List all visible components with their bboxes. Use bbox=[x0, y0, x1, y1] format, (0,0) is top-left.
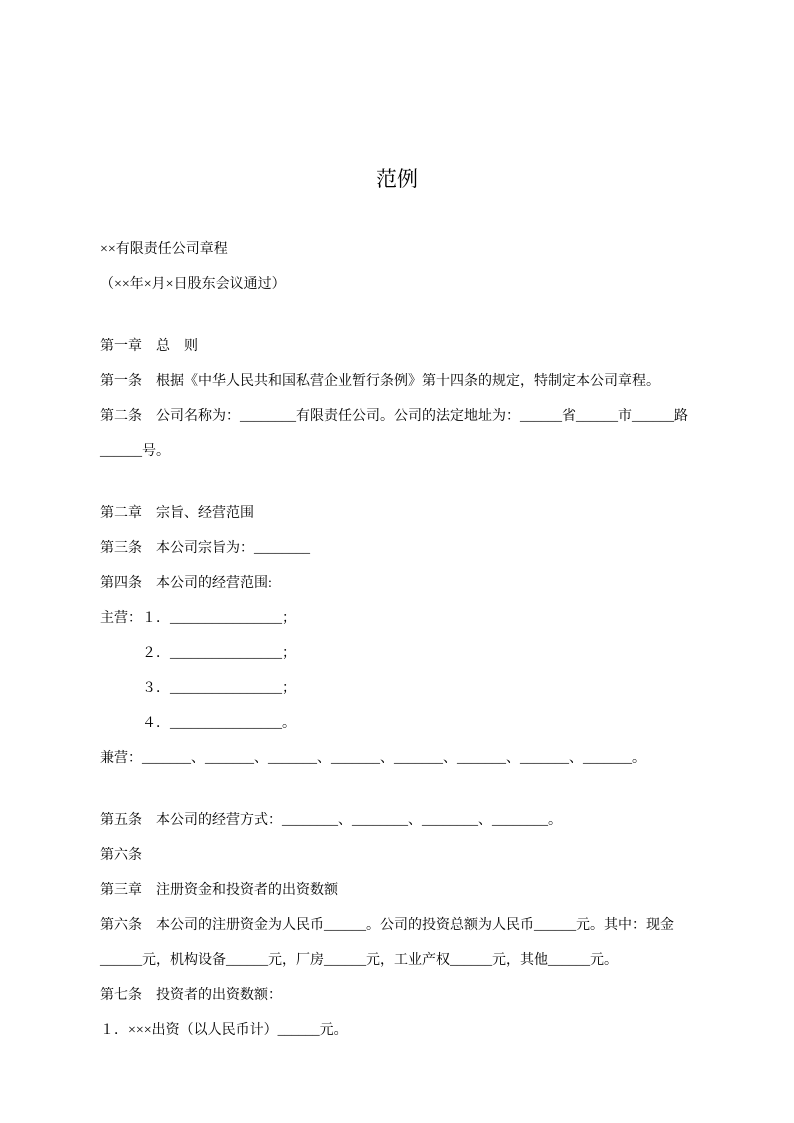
chapter-2-heading: 第二章 宗旨、经营范围 bbox=[100, 506, 254, 521]
article-4: 第四条 本公司的经营范围: bbox=[100, 576, 272, 591]
meeting-note-line: （××年×月×日股东会议通过） bbox=[100, 277, 286, 292]
side-business-line: 兼营：_______、_______、_______、_______、_______、_______、_______、_______。 bbox=[100, 751, 646, 766]
investor-contribution-item-1: １．×××出资（以人民币计）______元。 bbox=[100, 1023, 348, 1038]
article-6-stub: 第六条 bbox=[100, 848, 142, 863]
article-1: 第一条 根据《中华人民共和国私营企业暂行条例》第十四条的规定，特制定本公司章程。 bbox=[100, 374, 660, 389]
main-business-item-2: ２．________________； bbox=[142, 646, 296, 661]
chapter-3-heading: 第三章 注册资金和投资者的出资数额 bbox=[100, 883, 338, 898]
document-title: 范例 bbox=[376, 167, 418, 191]
article-7: 第七条 投资者的出资数额： bbox=[100, 988, 282, 1003]
article-6: 第六条 本公司的注册资金为人民币______。公司的投资总额为人民币______元。其中：现金______元，机构设备______元，厂房______元，工业产权______元，其他______元。 bbox=[100, 918, 674, 968]
main-business-item-1: 主营：１．________________； bbox=[100, 611, 296, 626]
article-2: 第二条 公司名称为：________有限责任公司。公司的法定地址为：______省______市______路______号。 bbox=[100, 409, 688, 459]
article-5: 第五条 本公司的经营方式：________、________、________、________。 bbox=[100, 813, 562, 828]
article-3: 第三条 本公司宗旨为：________ bbox=[100, 541, 310, 556]
chapter-1-heading: 第一章 总 则 bbox=[100, 339, 198, 354]
main-business-item-4: ４．________________。 bbox=[142, 716, 296, 731]
charter-title-line: ××有限责任公司章程 bbox=[100, 242, 228, 257]
main-business-item-3: ３．________________； bbox=[142, 681, 296, 696]
